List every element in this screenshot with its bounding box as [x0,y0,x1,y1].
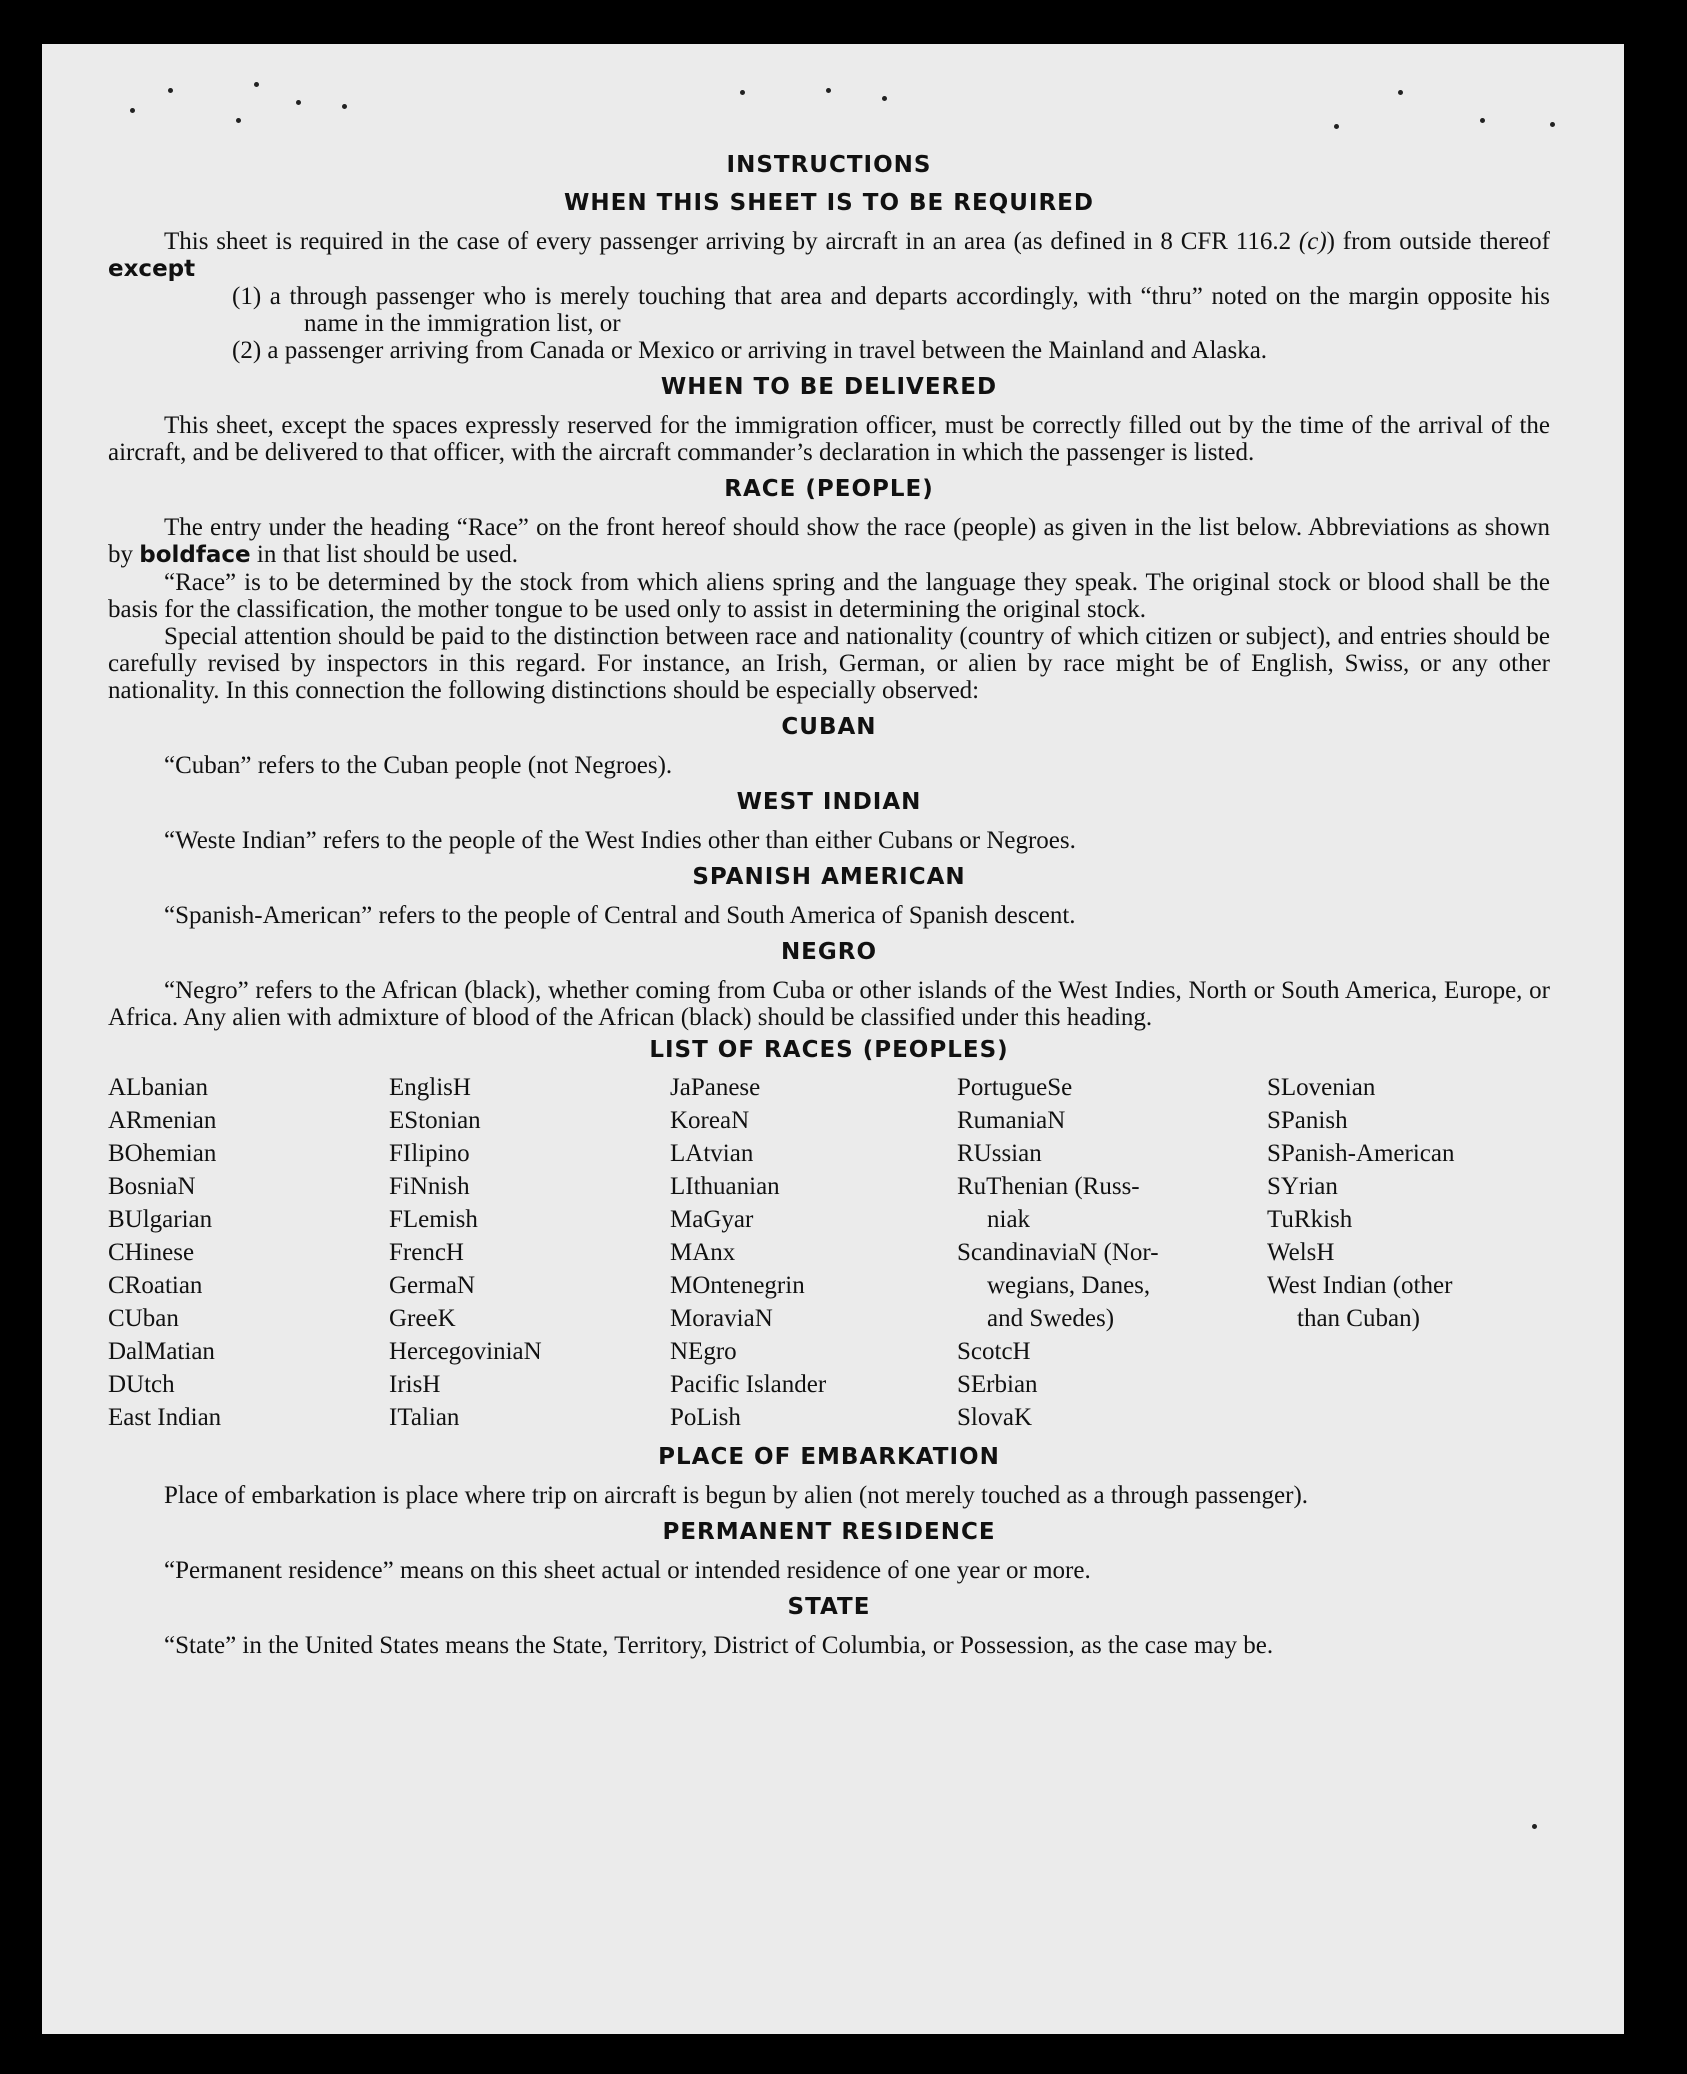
race-item: ITalian [389,1404,460,1431]
heading-west-indian: WEST INDIAN [736,789,922,815]
race-item: DalMatian [108,1338,215,1365]
race-item: EnglisH [389,1074,471,1101]
race-paragraph-3: Special attention should be paid to the distinction between race and nationality (country of which citizen or subject), and entries should be carefully revised by inspectors in this regard. For instance, an Irish, German, or alien by race might be of English, Swiss, or any other nationality. In this connection the following distinctions should be especially observed: [108,623,1550,704]
race-item: SPanish [1267,1107,1348,1134]
heading-race-list: LIST OF RACES (PEOPLES) [649,1037,1009,1063]
race-item: FrencH [389,1239,464,1266]
race-item: ARmenian [108,1107,217,1134]
heading-negro: NEGRO [780,939,878,965]
race-item: ALbanian [108,1074,208,1101]
west-indian-text: “Weste Indian” refers to the people of the West Indies other than either Cubans or Negroes. [164,827,1076,854]
document-page [42,44,1624,2034]
residence-text: “Permanent residence” means on this sheet actual or intended residence of one year or more. [164,1557,1091,1584]
race-column-3 [670,1071,957,1434]
race-item: MOntenegrin [670,1272,805,1299]
race-item: MoraviaN [670,1305,773,1332]
embarkation-text: Place of embarkation is place where trip on aircraft is begun by alien (not merely touched as a through passenger). [164,1482,1309,1509]
heading-residence: PERMANENT RESIDENCE [662,1519,996,1545]
heading-cuban: CUBAN [781,714,877,740]
page-title: INSTRUCTIONS [726,152,932,178]
race-item: BOhemian [108,1140,217,1167]
race-item: JaPanese [670,1074,761,1101]
race-item: FLemish [389,1206,478,1233]
race-item: MAnx [670,1239,736,1266]
race-item: FIlipino [389,1140,470,1167]
race-list [108,1071,1550,1434]
race-item: BUlgarian [108,1206,213,1233]
race-item: TuRkish [1267,1206,1353,1233]
race-item: HercegoviniaN [389,1338,542,1365]
race-item: BosniaN [108,1173,196,1200]
race-item: SErbian [957,1371,1038,1398]
race-item: PortugueSe [957,1074,1073,1101]
race-paragraph-1: The entry under the heading “Race” on the front hereof should show the race (people) as given in the list below. Abbreviations as shown by boldface in that list should be used. [108,514,1550,568]
heading-state: STATE [787,1594,871,1620]
race-column-1 [108,1071,389,1434]
race-item: GermaN [389,1272,476,1299]
race-item-continued: than Cuban) [1297,1305,1420,1332]
race-item: EStonian [389,1107,481,1134]
race-item: LIthuanian [670,1173,780,1200]
heading-race: RACE (PEOPLE) [724,476,934,502]
race-item: CRoatian [108,1272,203,1299]
required-item-2: (2) a passenger arriving from Canada or Mexico or arriving in travel between the Mainland and Alaska. [232,337,1268,364]
race-item: SYrian [1267,1173,1338,1200]
race-item: FiNnish [389,1173,470,1200]
race-item: KoreaN [670,1107,750,1134]
race-item-continued: niak [987,1206,1031,1233]
race-item: GreeK [389,1305,456,1332]
race-item: SlovaK [957,1404,1032,1431]
race-item: CHinese [108,1239,195,1266]
cuban-text: “Cuban” refers to the Cuban people (not Negroes). [164,752,673,779]
heading-delivered: WHEN TO BE DELIVERED [660,374,998,400]
heading-embarkation: PLACE OF EMBARKATION [658,1444,1000,1470]
required-intro: This sheet is required in the case of every passenger arriving by aircraft in an area (as defined in 8 CFR 116.2 (c)) from outside thereof except [108,228,1551,282]
race-item: WelsH [1267,1239,1335,1266]
race-item: Pacific Islander [670,1371,827,1398]
race-item: RuThenian (Russ- [957,1173,1140,1200]
instructions-body [108,150,1550,1659]
spanish-american-text: “Spanish-American” refers to the people of Central and South America of Spanish descent. [164,902,1076,929]
race-item: MaGyar [670,1206,754,1233]
race-item: RumaniaN [957,1107,1066,1134]
race-item: SPanish-American [1267,1140,1455,1167]
race-column-5 [1267,1071,1550,1434]
race-item: ScandinaviaN (Nor- [957,1239,1159,1266]
delivered-text: This sheet, except the spaces expressly reserved for the immigration officer, must be correctly filled out by the time of the arrival of the aircraft, and be delivered to that officer, with the aircraft commander’s declaration in which the passenger is listed. [108,412,1550,466]
race-item-continued: wegians, Danes, [987,1272,1151,1299]
race-column-2 [389,1071,670,1434]
race-item: ScotcH [957,1338,1031,1365]
race-item-continued: and Swedes) [987,1305,1115,1332]
race-item: DUtch [108,1371,175,1398]
heading-spanish-american: SPANISH AMERICAN [692,864,966,890]
race-item: NEgro [670,1338,737,1365]
heading-required: WHEN THIS SHEET IS TO BE REQUIRED [564,190,1094,216]
race-item: IrisH [389,1371,441,1398]
state-text: “State” in the United States means the State, Territory, District of Columbia, or Possession, as the case may be. [164,1632,1274,1659]
required-item-1: (1) a through passenger who is merely touching that area and departs accordingly, with “thru” noted on the margin opposite his name in the immigration list, or [232,283,1550,337]
race-item: RUssian [957,1140,1042,1167]
negro-text: “Negro” refers to the African (black), whether coming from Cuba or other islands of the West Indies, North or South America, Europe, or Africa. Any alien with admixture of blood of the African (black) should be classified under this heading. [108,977,1550,1031]
race-item: East Indian [108,1404,222,1431]
race-column-4 [957,1071,1267,1434]
race-item: West Indian (other [1267,1272,1453,1299]
race-item: LAtvian [670,1140,754,1167]
race-paragraph-2: “Race” is to be determined by the stock from which aliens spring and the language they speak. The original stock or blood shall be the basis for the classification, the mother tongue to be used only to assist in determining the original stock. [108,569,1550,623]
race-item: CUban [108,1305,179,1332]
race-item: SLovenian [1267,1074,1376,1101]
race-item: PoLish [670,1404,741,1431]
